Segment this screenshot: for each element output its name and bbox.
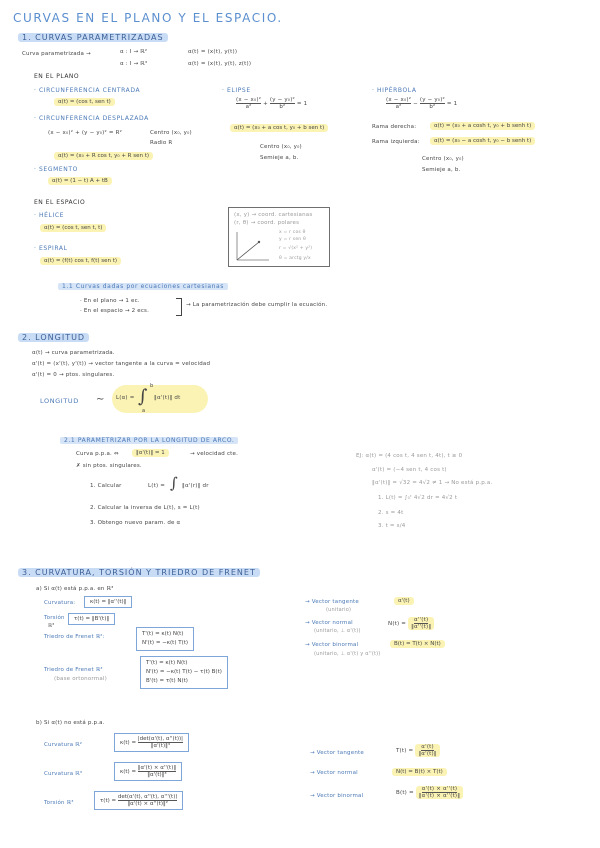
hyperbola-implicit: $\frac{\text{(x − x₀)²}}{\text{a²}}$ − $\frac{\text{(y − y₀)²}}{\text{b²}}$ = 1 xyxy=(386,97,458,110)
case-b-title: b) Si α(t) no está p.p.a. xyxy=(36,720,105,726)
frenet-r3-label: Triedro de Frenet ℝ³ xyxy=(44,667,103,673)
ellipse-title: · ELIPSE xyxy=(222,87,251,94)
tangent-vector-eq: α'(t) xyxy=(394,597,414,605)
page-title: CURVAS EN EL PLANO Y EL ESPACIO. xyxy=(13,11,283,25)
hyperbola-title: · HIPÉRBOLA xyxy=(372,87,417,94)
frenet-r3-sub: (base ortonormal) xyxy=(54,676,107,682)
step-3: 3. Obtengo nuevo param. de α xyxy=(90,520,181,526)
curvature-box: κ(t) = ‖α''(t)‖ xyxy=(84,596,132,608)
ellipse-eq: α(t) = (x₀ + a cos t, y₀ + b sen t) xyxy=(230,124,328,132)
circle-displaced-center: Centro (x₀, y₀) xyxy=(150,130,192,136)
b-tangent-eq: T(t) = $\frac{\alpha'(t)}{‖\alpha'(t)‖}$ xyxy=(396,744,440,757)
torsion-space-label: ℝ³ xyxy=(48,623,55,629)
hyperbola-axes: Semieje a, b. xyxy=(422,167,461,173)
cartesian-space: · En el espacio → 2 ecs. xyxy=(80,308,150,314)
ellipse-axes: Semieje a, b. xyxy=(260,155,299,161)
b-curvature-r2-box: κ(t) = $\frac{|\det(\alpha'(t), \alpha''(t))|}{\text{‖α'(t)‖³}}$ xyxy=(114,733,189,752)
b-binormal-eq: B(t) = $\frac{\alpha'(t) \times \alpha''(t)}{‖\alpha'(t) \times \alpha''(t)‖}$ xyxy=(396,786,463,799)
hyperbola-right-eq: α(t) = (x₀ + a cosh t, y₀ + b senh t) xyxy=(430,122,535,130)
b-binormal-label: → Vector binormal xyxy=(310,793,364,799)
param-eq-r2: α(t) = (x(t), y(t)) xyxy=(188,49,238,55)
polar-coordinates-box: (x, y) → coord. cartesianas (r, θ) → coord. polares x = r cos θ y = r sen θ r = √(x² + y²) θ = arctg y/x xyxy=(228,207,330,267)
helix-title: · HÉLICE xyxy=(34,212,65,219)
b-normal-label: → Vector normal xyxy=(310,770,358,776)
frenet-r2-box: T'(t) = κ(t) N(t) N'(t) = −κ(t) T(t) xyxy=(136,627,194,651)
circle-eq: α(t) = (cos t, sen t) xyxy=(54,98,115,106)
b-normal-eq: N(t) = B(t) × T(t) xyxy=(392,768,447,776)
ellipse-center: Centro (x₀, y₀) xyxy=(260,144,302,150)
length-formula: L(α) = ∫ b a ‖α'(t)‖ dt xyxy=(112,385,208,413)
torsion-label: Torsión xyxy=(44,615,65,621)
example-line-2: α'(t) = (−4 sen t, 4 cos t) xyxy=(372,467,447,473)
circle-displaced-implicit: (x − x₀)² + (y − y₀)² = R² xyxy=(48,130,123,136)
torsion-box: τ(t) = ‖B'(t)‖ xyxy=(68,613,115,625)
section-2-heading: 2. LONGITUD xyxy=(18,333,89,342)
length-line-2: α'(t) = (x'(t), y'(t)) → vector tangente a la curva = velocidad xyxy=(32,361,211,367)
example-line-6: 3. t = s/4 xyxy=(378,523,406,529)
arc-length-title: 2.1 PARAMETRIZAR POR LA LONGITUD DE ARCO. xyxy=(60,437,238,444)
circle-title: · CIRCUNFERENCIA CENTRADA xyxy=(34,87,141,94)
example-line-3: ‖α'(t)‖ = √32 = 4√2 ≠ 1 → No está p.p.a. xyxy=(372,480,493,486)
tangent-vector-label: → Vector tangente xyxy=(305,599,359,605)
hyperbola-left-label: Rama izquierda: xyxy=(372,139,420,145)
length-line-1: α(t) → curva parametrizada. xyxy=(32,350,115,356)
segment-eq: α(t) = (1 − t) A + tB xyxy=(48,177,112,185)
normal-vector-eq: N(t) = $\frac{\alpha''(t)}{‖\alpha''(t)‖}$ xyxy=(388,617,434,630)
approx-icon: ∼ xyxy=(96,394,105,405)
cartesian-note: → La parametrización debe cumplir la ecuación. xyxy=(186,302,328,308)
step-1-label: 1. Calcular xyxy=(90,483,122,489)
circle-displaced-eq: α(t) = (x₀ + R cos t, y₀ + R sen t) xyxy=(54,152,153,160)
ellipse-implicit: $\frac{\text{(x − x₀)²}}{\text{a²}}$ + $\frac{\text{(y − y₀)²}}{\text{b²}}$ = 1 xyxy=(236,97,308,110)
circle-displaced-radius: Radio R xyxy=(150,140,173,146)
section-3-heading: 3. CURVATURA, TORSIÓN Y TRIEDRO DE FRENET xyxy=(18,568,260,577)
curvature-label: Curvatura: xyxy=(44,600,76,606)
param-eq-r3: α(t) = (x(t), y(t), z(t)) xyxy=(188,61,252,67)
example-line-4: 1. L(t) = ∫₀ᵗ 4√2 dr = 4√2 t xyxy=(378,495,458,501)
plane-heading: EN EL PLANO xyxy=(34,73,80,80)
arc-def-tail: → velocidad cte. xyxy=(190,451,239,457)
section-1-heading: 1. CURVAS PARAMETRIZADAS xyxy=(18,33,168,42)
spiral-title: · ESPIRAL xyxy=(34,245,68,252)
arc-def-label: Curva p.p.a. ⇔ xyxy=(76,451,119,457)
spiral-eq: α(t) = (f(t) cos t, f(t) sen t) xyxy=(40,257,121,265)
case-a-title: a) Si α(t) está p.p.a. en ℝ³ xyxy=(36,586,114,592)
circle-displaced-title: · CIRCUNFERENCIA DESPLAZADA xyxy=(34,115,149,122)
b-tangent-label: → Vector tangente xyxy=(310,750,364,756)
b-torsion-label: Torsión ℝ³ xyxy=(44,800,74,806)
param-map-r3: α : I → ℝ³ xyxy=(120,61,148,67)
arc-no-singular: ✗ sin ptos. singulares. xyxy=(76,463,142,469)
example-line-1: EJ: α(t) = (4 cos t, 4 sen t, 4t), t ≥ 0 xyxy=(356,453,463,459)
param-map-r2: α : I → ℝ² xyxy=(120,49,148,55)
hyperbola-center: Centro (x₀, y₀) xyxy=(422,156,464,162)
length-line-3: α'(t) = 0 → ptos. singulares. xyxy=(32,372,115,378)
frenet-r3-box: T'(t) = κ(t) N(t) N'(t) = −κ(t) T(t) − τ(t) B(t) B'(t) = τ(t) N(t) xyxy=(140,656,228,689)
space-heading: EN EL ESPACIO xyxy=(34,199,86,206)
example-line-5: 2. s = 4t xyxy=(378,510,404,516)
cartesian-plane: · En el plano → 1 ec. xyxy=(80,298,140,304)
polar-axes-icon xyxy=(235,230,271,262)
length-label: LONGITUD xyxy=(40,397,79,405)
step-2: 2. Calcular la inversa de L(t), s = L(t) xyxy=(90,505,200,511)
frenet-r2-label: Triedro de Frenet ℝ²: xyxy=(44,634,105,640)
b-curvature-r3-label: Curvatura ℝ³ xyxy=(44,771,83,777)
b-curvature-r2-label: Curvatura ℝ² xyxy=(44,742,83,748)
step-1-formula: L(t) = ∫ ‖α'(r)‖ dr xyxy=(148,474,209,492)
binormal-vector-sub: (unitario, ⊥ α'(t) y α''(t)) xyxy=(314,651,381,657)
hyperbola-right-label: Rama derecha: xyxy=(372,124,417,130)
binormal-vector-label: → Vector binormal xyxy=(305,642,359,648)
binormal-vector-eq: B(t) = T(t) × N(t) xyxy=(390,640,445,648)
segment-title: · SEGMENTO xyxy=(34,166,78,173)
helix-eq: α(t) = (cos t, sen t, t) xyxy=(40,224,106,232)
b-torsion-box: τ(t) = $\frac{\det(\alpha'(t), \alpha''(t), \alpha'''(t))}{\text{‖α'(t) × α''(t)‖²}}$ xyxy=(94,791,183,810)
normal-vector-sub: (unitario, ⊥ α'(t)) xyxy=(314,628,361,634)
arc-def-condition: ‖α'(t)‖ = 1 xyxy=(132,449,169,457)
hyperbola-left-eq: α(t) = (x₀ − a cosh t, y₀ − b senh t) xyxy=(430,137,535,145)
b-curvature-r3-box: κ(t) = $\frac{‖\alpha'(t) \times \alpha''(t)‖}{\text{‖α'(t)‖³}}$ xyxy=(114,762,182,781)
cartesian-title: 1.1 Curvas dadas por ecuaciones cartesianas xyxy=(58,283,228,290)
cartesian-bracket xyxy=(176,298,182,316)
param-curve-label: Curva parametrizada → xyxy=(22,51,91,57)
normal-vector-label: → Vector normal xyxy=(305,620,353,626)
tangent-vector-sub: (unitario) xyxy=(326,607,352,613)
